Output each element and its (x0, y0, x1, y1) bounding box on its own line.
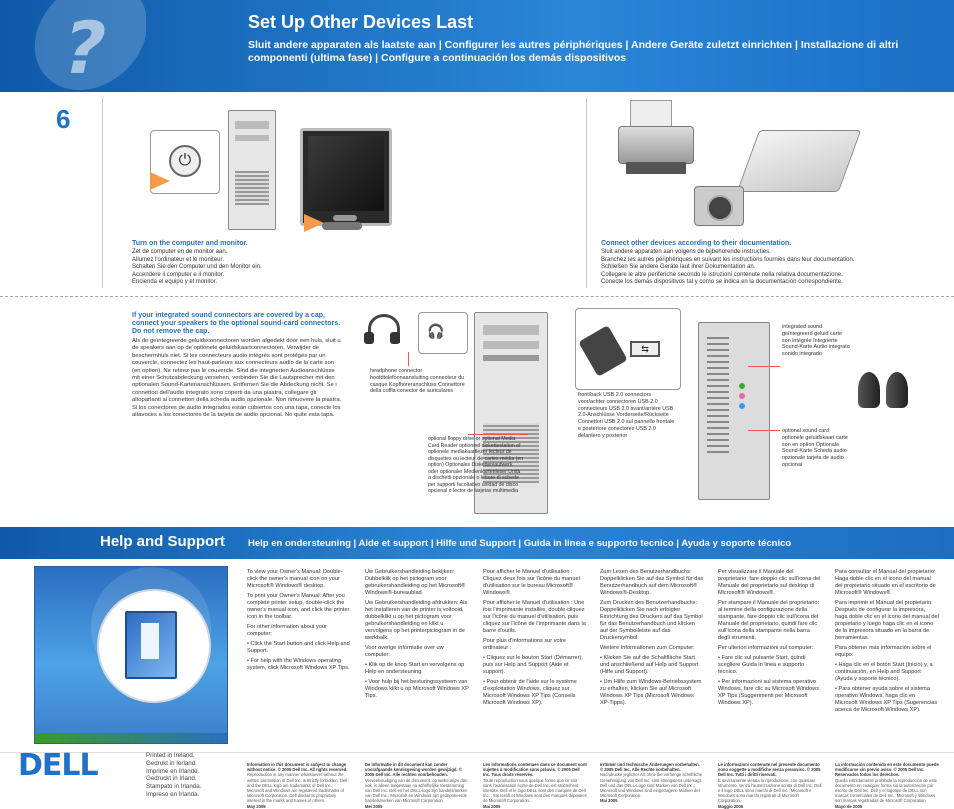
legal-notice: Les informations contenues dans ce document sont sujettes à modification sans préavis. © 2005 Dell Inc. Tous droits réservés. Toute reproduction sous quelque forme que ce soit sans l'autorisation écrite de Dell Inc. est strictement interdite. Dell et le logo DELL sont des marques de Dell Inc. ; Microsoft et Windows sont des marques déposées de Microsoft Corporation. Mai 2005 (483, 762, 587, 809)
legal-notice: La información contenida en este documento puede modificarse sin previo aviso. © 2005 Dell Inc. Reservados todos los derechos. Queda estrictamente prohibida la reproducción de este documento en cualquier forma sin la autorización por escrito de Dell Inc. Dell y el logotipo de DELL son marcas comerciales de Dell Inc.; Microsoft y Windows son marcas registradas de Microsoft Corporation. Mayo de 2005 (835, 762, 939, 809)
question-mark-icon: ? (26, 0, 146, 92)
desktop-screenshot (34, 566, 228, 744)
legal-notice: Information in this document is subject to change without notice. © 2005 Dell Inc. All rights reserved. Reproduction in any manner whatsoever without the written permission of Dell Inc. is strictly forbidden. Dell and the DELL logo are trademarks of Dell Inc.; Microsoft and Windows are registered trademarks of Microsoft Corporation. Dell disclaims proprietary interest in the marks and names of others. May 2005 (247, 762, 348, 809)
help-subtitle: Help en ondersteuning | Aide et support | Hilfe und Support | Guida in linea e supporto tecnico | Ayuda y soporte técnico (248, 538, 792, 549)
help-column: Per visualizzare il Manuale del proprietario: fare doppio clic sull'icona del Manuale del proprietario sul desktop di Microsoft® Windows®. Per stampare il Manuale del proprietario: al termine della configurazione della stampante, fare doppio clic sull'icona del Manuale del proprietario, quindi fare clic sull'icona della stampante nella barra degli strumenti. Per ulteriori informazioni sul computer: • Fare clic sul pulsante Start, quindi scegliere Guida in linea e supporto tecnico. • Per informazioni sul sistema operativo Windows, fare clic su Microsoft Windows XP Tips (Suggerimenti per Microsoft Windows XP). (718, 569, 821, 706)
usb-port-callout (575, 308, 681, 390)
floppy-label: optional floppy drive or optional Media Card Reader optioneel diskettestation of optionele mediakaartlezer lecteur de disquettes ou lecteur de cartes média (en option) Optionales Diskettenlaufwerk oder optionaler Medienkartenleser Unità a dischetti opzionale o lettore di schede per supporti facoltativo unidad de disco opcional o lector de tarjetas multimedia (428, 436, 524, 494)
integrated-sound-label: integrated sound geïntegreerd geluid carte son intégrée Integrierte Sound-Karte Audio integrato sonido integrado (782, 324, 850, 358)
help-column: Pour afficher le Manuel d'utilisation : Cliquez deux fois sur l'icône du manuel d'utilisation sur le bureau Microsoft® Windows®. Pour afficher le Manuel d'utilisation : Une fois l'imprimante installée, double-cliquez sur l'icône du manuel d'utilisation, puis cliquez sur l'icône de l'imprimante dans la barre d'outils. Pour plus d'informations sur votre ordinateur : • Cliquez sur le bouton Start (Démarrer), puis sur Help and Support (Aide et support). • Pour obtenir de l'aide sur le système d'exploitation Windows, cliquez sur Microsoft Windows XP Tips (Conseils Microsoft Windows XP). (483, 569, 586, 706)
legal-notice: De informatie in dit document kan zonder voorafgaande kennisgeving worden gewijzigd. © 2005 Dell Inc. Alle rechten voorbehouden. Verveelvoudiging van dit document, op welke wijze dan ook, is alleen toegestaan na schriftelijke toestemming van Dell Inc. Dell en het DELL-logo zijn handelsmerken van Dell Inc.; Microsoft en Windows zijn gedeponeerde handelsmerken van Microsoft Corporation. Mei 2005 (365, 762, 468, 809)
step-number: 6 (56, 104, 71, 134)
sound-text: Als de geïntegreerde geluidsconnectoren worden afgedekt door een huls, sluit u de speakers aan op de optionele geluidskaartconnectoren. Verwijder de beschermhuls niet. Si les connecteurs audio intégrés sont protégés par un couvercle, connectez les haut-parleurs aux connecteurs audio de la carte son (en option). Ne retirez pas le couvercle. Sind die integrierten Audioanschlüsse mit einer Schutzabdeckung versehen, verbinden Sie die Lautsprecher mit den optionalen Sound-Kartenanschlüssen. Entfernen Sie die Abdeckung nicht. Se i connettori dell'audio integrato sono coperti da una piastra, collegare gli altoparlanti ai connettori della scheda audio opzionale. Non rimuovere la piastra. Si los conectores de audio integrados están cubiertos con una tapa, conecte los altavoces a los conectores de la tarjeta de audio opcional. No quite esta tapa. (132, 338, 342, 419)
monitor-illustration (300, 128, 392, 226)
help-column: Zum Lesen des Benutzerhandbuchs: Doppelklicken Sie auf das Symbol für das Benutzerhandbuch auf dem Microsoft® Windows®-Desktop. Zum Drucken des Benutzerhandbuchs: Doppelklicken Sie nach erfolgter Einrichtung des Druckers auf das Symbol für das Benutzerhandbuch und klicken auf der Symbolleiste auf das Druckersymbol. Weitere Informationen zum Computer: • Klicken Sie auf die Schaltfläche Start und anschließend auf Help and Support (Hilfe und Support). • Um Hilfe zum Windows-Betriebssystem zu erhalten, klicken Sie auf Microsoft Windows XP Tips (Microsoft Windows XP-Tipps). (600, 569, 704, 706)
camera-illustration (694, 186, 744, 226)
printed-in: Printed in Ireland. Gedrukt in Ierland. Imprimé en Irlande. Gedruckt in Irland. Stampato in Irlanda. Impreso en Irlanda. (146, 752, 202, 798)
scanner-illustration (737, 130, 862, 192)
monitor-stand (322, 222, 362, 230)
owners-manual-icon (125, 611, 177, 679)
help-column: Uw Gebruikershandleiding bekijken: Dubbelklik op het pictogram voor gebruikershandleiding op het Microsoft® Windows®-bureaublad. Uw Gebruikershandleiding afdrukken: Als het installeren van de printer is voltooid, dubbelklikt u op het pictogram voor gebruikershandleiding en klikt u vervolgens op het printerpictogram in de werkbalk. Voor overige informatie over uw computer: • Klik op de knop Start en vervolgens op Help en ondersteuning. • Voor hulp bij het besturingssysteem van Windows klikt u op Microsoft Windows XP Tips. (365, 569, 469, 699)
legal-notice: Le informazioni contenute nel presente documento sono soggette a modifiche senza preavviso. © 2005 Dell Inc. Tutti i diritti riservati. È severamente vietata la riproduzione, con qualsiasi strumento, senza l'autorizzazione scritta di Dell Inc. Dell e il logo DELL sono marchi di Dell Inc.; Microsoft e Windows sono marchi registrati di Microsoft Corporation. Maggio 2005 (718, 762, 822, 809)
power-icon: ⏻ (169, 145, 201, 177)
turn-on-text: Zet de computer en de monitor aan. Allumez l'ordinateur et le moniteur. Schalten Sie den Computer und den Monitor ein. Accendere il computer e il monitor. Encienda el equipo y el monitor. (132, 249, 262, 285)
help-title: Help and Support (100, 533, 225, 550)
connect-heading: Connect other devices according to their documentation. (601, 240, 792, 247)
page-subtitle: Sluit andere apparaten als laatste aan | Configurer les autres périphériques | Andere Geräte zuletzt einrichten | Installazione di altri componenti (ultima fase) | Configure a continuación los demás dispositivos (248, 39, 899, 64)
help-column: To view your Owner's Manual: Double-click the owner's manual icon on your Microsoft® Windows® desktop. To print your Owner's Manual: After you complete printer setup, double-click the owner's manual icon, and click the printer icon in the toolbar. For other information about your computer: • Click the Start button and click Help and Support. • For help with the Windows operating system, click Microsoft Windows XP Tips. (247, 569, 350, 671)
divider (586, 98, 587, 288)
section-divider (0, 296, 954, 297)
headphone-label: headphone connector hoofdtelefoonaansluiting connecteur du casque Kopfhöreranschluss Connettore della cuffia conector de auriculares (370, 368, 465, 395)
usb-icon: ⇆ (630, 341, 660, 357)
headphone-jack-callout (418, 312, 468, 354)
arrow-icon (150, 172, 170, 190)
legal-notice: Irrtümer und technische Änderungen vorbehalten. © 2005 Dell Inc. Alle Rechte vorbehalten. Nachdrucke jeglicher Art ohne die vorherige schriftliche Genehmigung von Dell Inc. sind strengstens untersagt. Dell und das DELL-Logo sind Marken von Dell Inc.; Microsoft und Windows sind eingetragene Marken der Microsoft Corporation. Mai 2005 (600, 762, 703, 804)
dell-logo: DELL (18, 748, 98, 783)
connect-text: Sluit andere apparaten aan volgens de bijbehorende instructies. Branchez les autres périphériques en suivant les instructions fournies dans leur documentation. Schließen Sie andere Geräte laut ihrer Dokumentation an. Collegare le altre periferiche secondo le istruzioni contenute nella relativa documentazione. Conecte los demás dispositivos tal y como se indica en la documentación correspondiente. (601, 249, 855, 285)
usb-label: front/back USB 2.0 connectors voor/achter connectoren USB 2.0 connecteurs USB 2.0 avant/arrière USB 2.0-Anschlüsse Vorderseite/Rückseite Connettori USB 2.0 sul pannello frontale e posteriore conectores USB 2.0 delantero y posterior (578, 392, 675, 439)
optional-sound-label: optional sound card optionele geluidskaart carte son en option Optionale Sound-Karte Scheda audio opzionale tarjeta de audio opcional (782, 428, 848, 468)
headphone-jack-icon: 🎧 (427, 323, 445, 339)
computer-back-illustration (698, 322, 770, 500)
speaker-icon (886, 372, 908, 408)
help-column: Para consultar el Manual del propietario: Haga doble clic en el icono del manual del propietario situado en el escritorio de Microsoft® Windows®. Para imprimir el Manual del propietario: Después de configurar la impresora, haga doble clic en el icono del manual del propietario y luego haga clic en el icono de la impresora situado en la barra de herramientas. Para obtener más información sobre el equipo: • Haga clic en el botón Start (Inicio) y, a continuación, en Help and Support (Ayuda y soporte técnico). • Para obtener ayuda sobre el sistema operativo Windows, haga clic en Microsoft Windows XP Tips (Sugerencias acerca de Microsoft Windows XP). (835, 569, 939, 713)
sound-heading: If your integrated sound connectors are covered by a cap, connect your speakers to the optional sound-card connectors. Do not remove the cap. (132, 312, 341, 335)
turn-on-heading: Turn on the computer and monitor. (132, 240, 248, 247)
printer-illustration (618, 100, 696, 178)
arrow-icon (304, 214, 324, 232)
computer-tower-illustration (228, 110, 276, 230)
speaker-icon (858, 372, 880, 408)
headset-icon (362, 310, 402, 350)
page-title: Set Up Other Devices Last (248, 12, 474, 32)
divider (102, 98, 103, 288)
